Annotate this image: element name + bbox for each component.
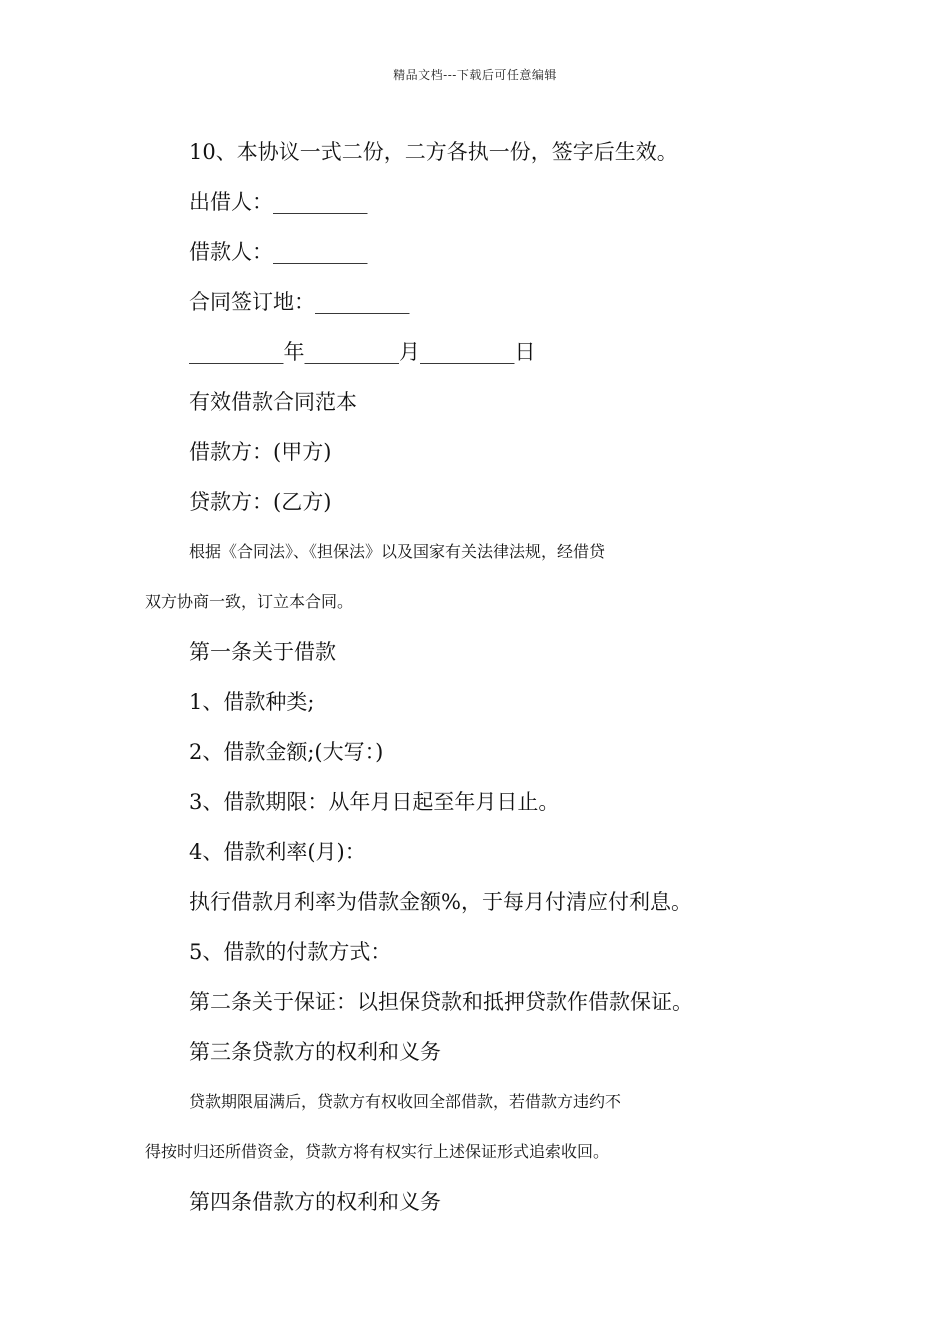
date-line: _________年_________月_________日 — [189, 340, 536, 364]
preamble-paragraph — [145, 536, 810, 636]
article-3-line-1: 贷款期限届满后，贷款方有权收回全部借款，若借款方违约不 — [189, 1092, 622, 1111]
article-2-heading: 第二条关于保证：以担保贷款和抵押贷款作借款保证。 — [189, 990, 693, 1014]
page-header: 精品文档---下载后可任意编辑 — [393, 68, 557, 82]
article-4-heading: 第四条借款方的权利和义务 — [189, 1190, 441, 1214]
interest-payment-line: 执行借款月利率为借款金额%，于每月付清应付利息。 — [189, 890, 692, 914]
article-1-heading: 第一条关于借款 — [189, 640, 336, 664]
party-a-line: 借款方：(甲方) — [189, 440, 332, 464]
loan-amount-item: 2、借款金额;(大写：) — [189, 740, 384, 764]
lender-signature-line: 出借人：_________ — [189, 190, 368, 214]
article-3-line-2: 得按时归还所借资金，贷款方将有权实行上述保证形式追索收回。 — [145, 1142, 610, 1161]
party-b-line: 贷款方：(乙方) — [189, 490, 332, 514]
loan-rate-item: 4、借款利率(月)： — [189, 840, 366, 864]
article-3-heading: 第三条贷款方的权利和义务 — [189, 1040, 441, 1064]
signing-place-line: 合同签订地：_________ — [189, 290, 410, 314]
clause-10: 10、本协议一式二份，二方各执一份，签字后生效。 — [189, 140, 678, 164]
article-3-paragraph — [145, 1086, 810, 1186]
document-body — [145, 136, 810, 1236]
loan-type-item: 1、借款种类; — [189, 690, 315, 714]
preamble-line-1: 根据《合同法》、《担保法》以及国家有关法律法规，经借贷 — [189, 542, 606, 561]
document-title: 有效借款合同范本 — [189, 390, 357, 414]
preamble-line-2: 双方协商一致，订立本合同。 — [145, 592, 354, 611]
borrower-signature-line: 借款人：_________ — [189, 240, 368, 264]
payment-method-item: 5、借款的付款方式： — [189, 940, 392, 964]
loan-term-item: 3、借款期限：从年月日起至年月日止。 — [189, 790, 560, 814]
